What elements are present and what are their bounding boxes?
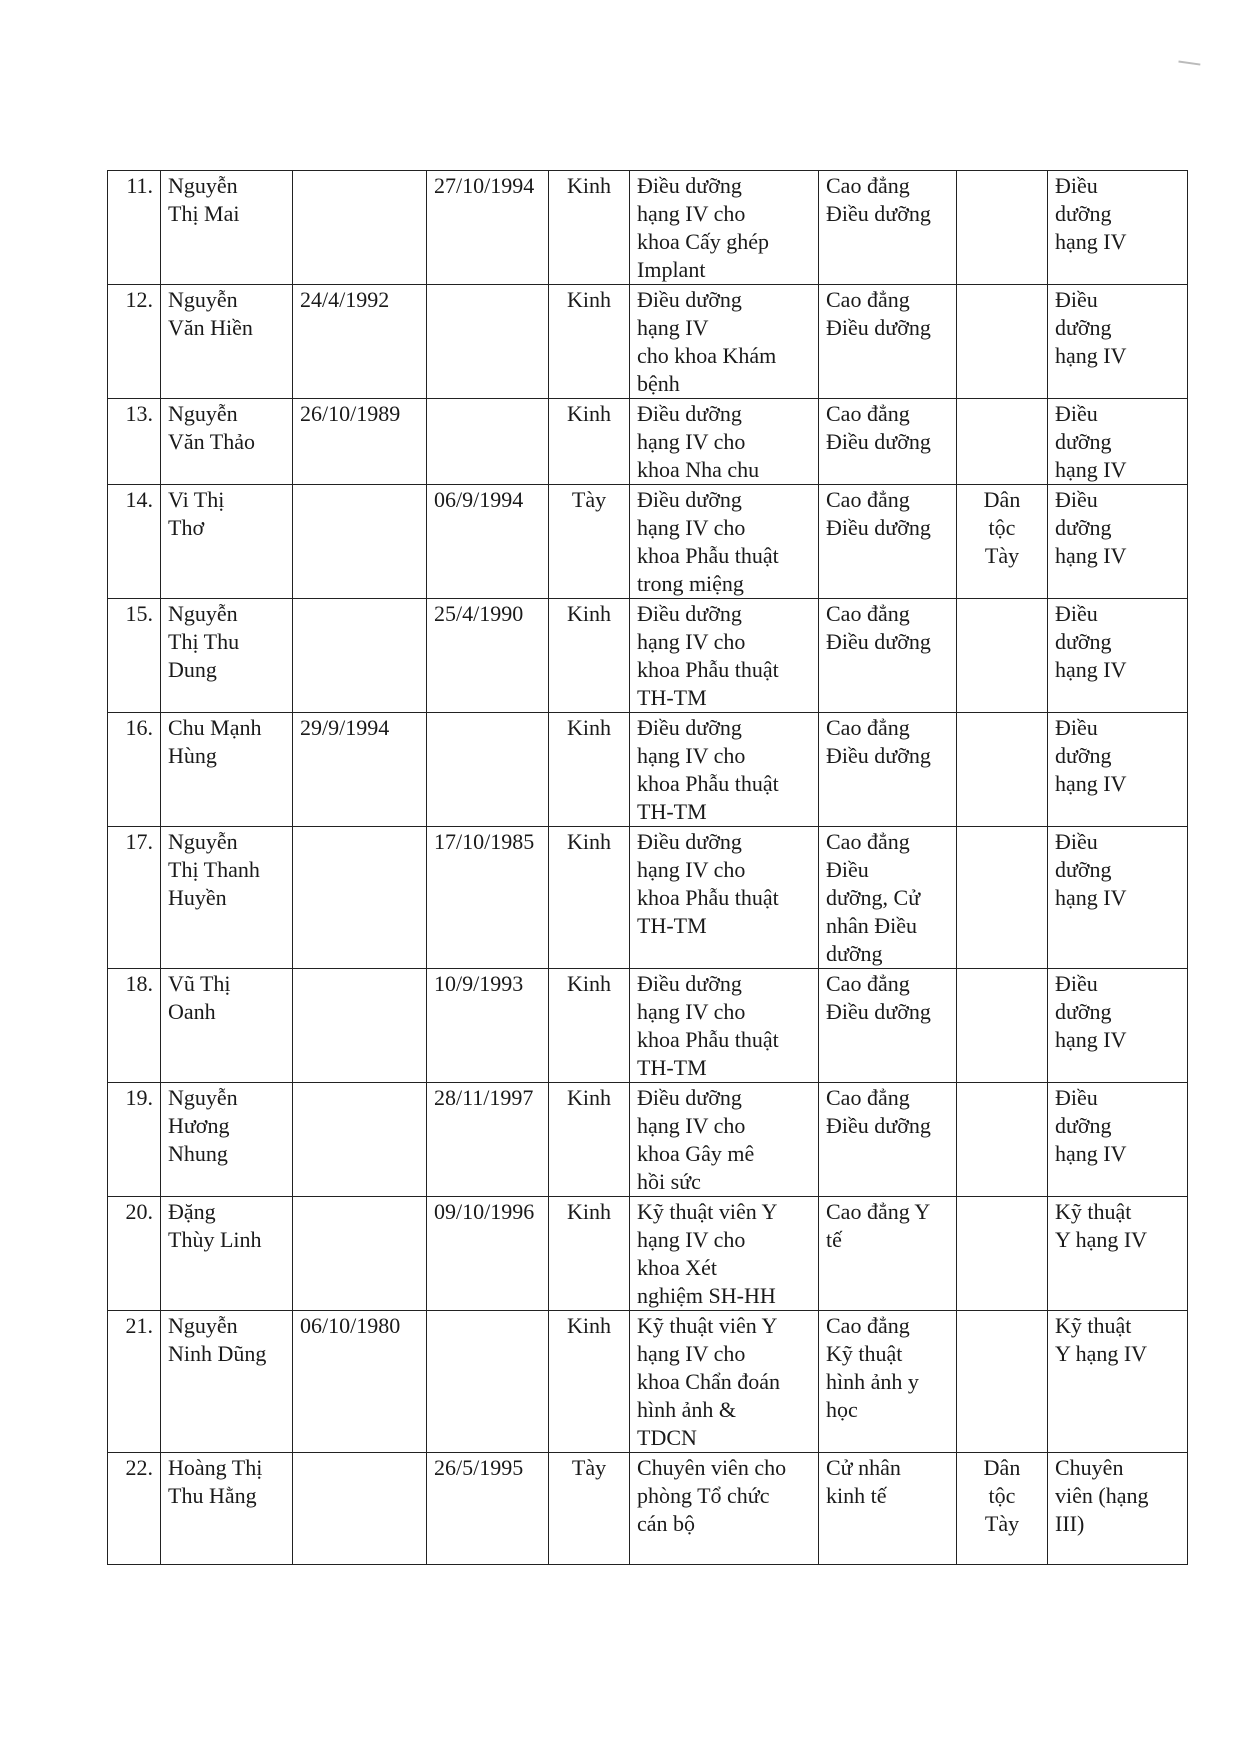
qualification-cell: Cao đẳng Điều dưỡng xyxy=(819,399,957,485)
qualification-cell: Cao đẳng Y tế xyxy=(819,1197,957,1311)
employee-name-cell: Nguyễn Thị Mai xyxy=(161,171,293,285)
professional-rank-cell: Điều dưỡng hạng IV xyxy=(1048,171,1188,285)
professional-rank-cell: Điều dưỡng hạng IV xyxy=(1048,285,1188,399)
dob-male-cell xyxy=(293,485,427,599)
qualification-cell: Cao đẳng Điều dưỡng, Cử nhân Điều dưỡng xyxy=(819,827,957,969)
recruitment-position-cell: Điều dưỡng hạng IV cho khoa Phẫu thuật TH-TM xyxy=(630,827,819,969)
row-number-cell: 15. xyxy=(108,599,161,713)
priority-note-cell: Dân tộc Tày xyxy=(957,1453,1048,1565)
table-row xyxy=(108,599,1188,713)
employee-name-cell: Nguyễn Văn Thảo xyxy=(161,399,293,485)
ethnicity-cell: Kinh xyxy=(549,827,630,969)
dob-female-cell xyxy=(427,1311,549,1453)
employee-name-cell: Nguyễn Văn Hiền xyxy=(161,285,293,399)
employee-name-cell: Chu Mạnh Hùng xyxy=(161,713,293,827)
recruitment-position-cell: Điều dưỡng hạng IV cho khoa Phẫu thuật TH-TM xyxy=(630,969,819,1083)
scan-mark xyxy=(1178,61,1201,72)
table-row xyxy=(108,1311,1188,1453)
row-number-cell: 18. xyxy=(108,969,161,1083)
table-row xyxy=(108,399,1188,485)
employee-name-cell: Nguyễn Hương Nhung xyxy=(161,1083,293,1197)
employee-name-cell: Hoàng Thị Thu Hằng xyxy=(161,1453,293,1565)
row-number-cell: 20. xyxy=(108,1197,161,1311)
dob-male-cell xyxy=(293,1197,427,1311)
row-number-cell: 16. xyxy=(108,713,161,827)
table-row xyxy=(108,1453,1188,1565)
table-row xyxy=(108,171,1188,285)
professional-rank-cell: Điều dưỡng hạng IV xyxy=(1048,969,1188,1083)
qualification-cell: Cao đẳng Điều dưỡng xyxy=(819,171,957,285)
professional-rank-cell: Chuyên viên (hạng III) xyxy=(1048,1453,1188,1565)
row-number-cell: 19. xyxy=(108,1083,161,1197)
dob-male-cell: 24/4/1992 xyxy=(293,285,427,399)
professional-rank-cell: Điều dưỡng hạng IV xyxy=(1048,485,1188,599)
professional-rank-cell: Điều dưỡng hạng IV xyxy=(1048,399,1188,485)
qualification-cell: Cao đẳng Điều dưỡng xyxy=(819,485,957,599)
dob-female-cell xyxy=(427,399,549,485)
dob-female-cell: 28/11/1997 xyxy=(427,1083,549,1197)
dob-female-cell: 06/9/1994 xyxy=(427,485,549,599)
row-number-cell: 22. xyxy=(108,1453,161,1565)
professional-rank-cell: Điều dưỡng hạng IV xyxy=(1048,599,1188,713)
dob-female-cell: 26/5/1995 xyxy=(427,1453,549,1565)
qualification-cell: Cao đẳng Kỹ thuật hình ảnh y học xyxy=(819,1311,957,1453)
qualification-cell: Cao đẳng Điều dưỡng xyxy=(819,969,957,1083)
qualification-cell: Cao đẳng Điều dưỡng xyxy=(819,713,957,827)
employee-name-cell: Nguyễn Thị Thanh Huyền xyxy=(161,827,293,969)
dob-male-cell: 29/9/1994 xyxy=(293,713,427,827)
dob-female-cell: 09/10/1996 xyxy=(427,1197,549,1311)
row-number-cell: 13. xyxy=(108,399,161,485)
qualification-cell: Cử nhân kinh tế xyxy=(819,1453,957,1565)
table-row xyxy=(108,713,1188,827)
dob-male-cell xyxy=(293,827,427,969)
priority-note-cell: Dân tộc Tày xyxy=(957,485,1048,599)
dob-female-cell: 25/4/1990 xyxy=(427,599,549,713)
employee-name-cell: Vũ Thị Oanh xyxy=(161,969,293,1083)
recruitment-position-cell: Điều dưỡng hạng IV cho khoa Khám bệnh xyxy=(630,285,819,399)
dob-male-cell xyxy=(293,1083,427,1197)
professional-rank-cell: Kỹ thuật Y hạng IV xyxy=(1048,1197,1188,1311)
priority-note-cell xyxy=(957,399,1048,485)
employee-name-cell: Nguyễn Ninh Dũng xyxy=(161,1311,293,1453)
ethnicity-cell: Kinh xyxy=(549,713,630,827)
qualification-cell: Cao đẳng Điều dưỡng xyxy=(819,285,957,399)
row-number-cell: 11. xyxy=(108,171,161,285)
ethnicity-cell: Kinh xyxy=(549,171,630,285)
employee-name-cell: Đặng Thùy Linh xyxy=(161,1197,293,1311)
priority-note-cell xyxy=(957,713,1048,827)
employee-name-cell: Nguyễn Thị Thu Dung xyxy=(161,599,293,713)
professional-rank-cell: Điều dưỡng hạng IV xyxy=(1048,1083,1188,1197)
row-number-cell: 21. xyxy=(108,1311,161,1453)
employee-name-cell: Vi Thị Thơ xyxy=(161,485,293,599)
ethnicity-cell: Kinh xyxy=(549,399,630,485)
ethnicity-cell: Kinh xyxy=(549,285,630,399)
priority-note-cell xyxy=(957,599,1048,713)
ethnicity-cell: Kinh xyxy=(549,1083,630,1197)
table-row xyxy=(108,1197,1188,1311)
dob-female-cell xyxy=(427,285,549,399)
qualification-cell: Cao đẳng Điều dưỡng xyxy=(819,599,957,713)
recruitment-position-cell: Điều dưỡng hạng IV cho khoa Gây mê hồi sức xyxy=(630,1083,819,1197)
ethnicity-cell: Tày xyxy=(549,1453,630,1565)
dob-female-cell: 27/10/1994 xyxy=(427,171,549,285)
dob-male-cell xyxy=(293,599,427,713)
dob-male-cell xyxy=(293,1453,427,1565)
priority-note-cell xyxy=(957,1311,1048,1453)
row-number-cell: 14. xyxy=(108,485,161,599)
recruitment-position-cell: Kỹ thuật viên Y hạng IV cho khoa Chẩn đoán hình ảnh & TDCN xyxy=(630,1311,819,1453)
recruitment-position-cell: Chuyên viên cho phòng Tổ chức cán bộ xyxy=(630,1453,819,1565)
dob-male-cell xyxy=(293,969,427,1083)
qualification-cell: Cao đẳng Điều dưỡng xyxy=(819,1083,957,1197)
recruitment-position-cell: Điều dưỡng hạng IV cho khoa Phẫu thuật TH-TM xyxy=(630,599,819,713)
table-row xyxy=(108,1083,1188,1197)
ethnicity-cell: Kinh xyxy=(549,1197,630,1311)
ethnicity-cell: Tày xyxy=(549,485,630,599)
priority-note-cell xyxy=(957,285,1048,399)
dob-male-cell: 06/10/1980 xyxy=(293,1311,427,1453)
dob-female-cell: 17/10/1985 xyxy=(427,827,549,969)
table-row xyxy=(108,969,1188,1083)
professional-rank-cell: Kỹ thuật Y hạng IV xyxy=(1048,1311,1188,1453)
dob-female-cell: 10/9/1993 xyxy=(427,969,549,1083)
recruitment-position-cell: Kỹ thuật viên Y hạng IV cho khoa Xét nghiệm SH-HH xyxy=(630,1197,819,1311)
ethnicity-cell: Kinh xyxy=(549,1311,630,1453)
professional-rank-cell: Điều dưỡng hạng IV xyxy=(1048,713,1188,827)
row-number-cell: 12. xyxy=(108,285,161,399)
priority-note-cell xyxy=(957,969,1048,1083)
priority-note-cell xyxy=(957,1197,1048,1311)
professional-rank-cell: Điều dưỡng hạng IV xyxy=(1048,827,1188,969)
dob-female-cell xyxy=(427,713,549,827)
table-body xyxy=(108,171,1188,1565)
priority-note-cell xyxy=(957,827,1048,969)
table-row xyxy=(108,827,1188,969)
dob-male-cell xyxy=(293,171,427,285)
recruitment-position-cell: Điều dưỡng hạng IV cho khoa Nha chu xyxy=(630,399,819,485)
recruitment-position-cell: Điều dưỡng hạng IV cho khoa Cấy ghép Implant xyxy=(630,171,819,285)
staff-recruitment-table xyxy=(107,170,1188,1565)
row-number-cell: 17. xyxy=(108,827,161,969)
recruitment-position-cell: Điều dưỡng hạng IV cho khoa Phẫu thuật trong miệng xyxy=(630,485,819,599)
ethnicity-cell: Kinh xyxy=(549,969,630,1083)
recruitment-position-cell: Điều dưỡng hạng IV cho khoa Phẫu thuật TH-TM xyxy=(630,713,819,827)
priority-note-cell xyxy=(957,1083,1048,1197)
ethnicity-cell: Kinh xyxy=(549,599,630,713)
dob-male-cell: 26/10/1989 xyxy=(293,399,427,485)
table-row xyxy=(108,485,1188,599)
priority-note-cell xyxy=(957,171,1048,285)
table-row xyxy=(108,285,1188,399)
